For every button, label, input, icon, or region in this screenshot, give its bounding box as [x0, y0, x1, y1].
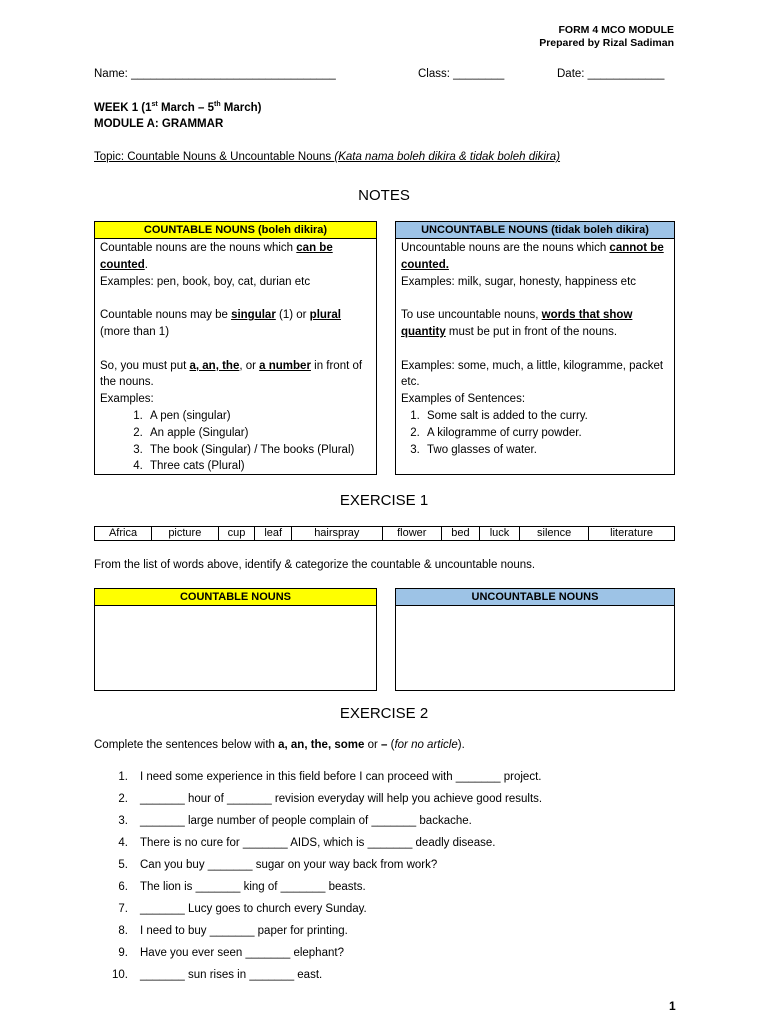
word-cell: bed [442, 527, 480, 541]
name-field[interactable]: Name: ________________________________ [94, 68, 336, 80]
date-field[interactable]: Date: ____________ [557, 68, 665, 80]
exercise2-title: EXERCISE 2 [339, 705, 429, 722]
exercise1-instruction: From the list of words above, identify & categorize the countable & uncountable nouns. [94, 559, 536, 571]
countable-notes-header: COUNTABLE NOUNS (boleh dikira) [95, 222, 376, 239]
countable-answer-header: COUNTABLE NOUNS [95, 589, 376, 606]
sentence-item: 7. _______ Lucy goes to church every Sunday. [118, 903, 367, 915]
word-cell: luck [479, 527, 519, 541]
class-field[interactable]: Class: ________ [418, 68, 505, 80]
topic-line: Topic: Countable Nouns & Uncountable Nouns (Kata nama boleh dikira & tidak boleh dikira) [94, 151, 561, 163]
sentence-item: 8. I need to buy _______ paper for printing. [118, 925, 348, 937]
word-cell: leaf [255, 527, 292, 541]
uncountable-answer-box[interactable] [395, 588, 675, 691]
uncountable-notes-box: UNCOUNTABLE NOUNS (tidak boleh dikira) Uncountable nouns are the nouns which cannot be counted. Examples: milk, sugar, honesty, happiness etc To use uncountable nouns, words that show quantity must be put in front of the nouns. Examples: some, much, a little, kilogramme, packet etc. Examples of Sentences: 1. Some salt is added to the curry. 2. A kilogramme of curry powder. 3. Two glasses of water. [395, 221, 675, 475]
uncountable-answer-header: UNCOUNTABLE NOUNS [396, 589, 674, 606]
uncountable-notes-header: UNCOUNTABLE NOUNS (tidak boleh dikira) [396, 222, 674, 239]
sentence-item: 5. Can you buy _______ sugar on your way back from work? [118, 859, 438, 871]
word-cell: cup [218, 527, 255, 541]
sentence-item: 10. _______ sun rises in _______ east. [112, 969, 323, 981]
word-cell: flower [382, 527, 441, 541]
exercise2-instruction: Complete the sentences below with a, an, the, some or – (for no article). [94, 739, 465, 751]
sentence-item: 1. I need some experience in this field before I can proceed with _______ project. [118, 771, 542, 783]
word-cell: literature [589, 527, 675, 541]
list-item: 2. A kilogramme of curry powder. [423, 425, 669, 442]
document-header [539, 24, 674, 50]
module-heading: MODULE A: GRAMMAR [94, 118, 224, 130]
notes-title: NOTES [358, 187, 410, 204]
sentence-item: 3. _______ large number of people complain of _______ backache. [118, 815, 472, 827]
word-cell: silence [520, 527, 589, 541]
exercise1-title: EXERCISE 1 [339, 492, 429, 509]
word-list-table [94, 526, 675, 541]
word-cell: Africa [95, 527, 152, 541]
word-cell: picture [152, 527, 219, 541]
author-line: Prepared by Rizal Sadiman [539, 37, 674, 49]
list-item: 2. An apple (Singular) [146, 425, 371, 442]
exercise2-sentence-list [112, 770, 542, 990]
sentence-item: 9. Have you ever seen _______ elephant? [118, 947, 344, 959]
sentence-item: 4. There is no cure for _______ AIDS, which is _______ deadly disease. [118, 837, 496, 849]
list-item: 3. The book (Singular) / The books (Plural) [146, 442, 371, 459]
countable-answer-box[interactable] [94, 588, 377, 691]
list-item: 4. Three cats (Plural) [146, 458, 371, 475]
list-item: 3. Two glasses of water. [423, 442, 669, 459]
list-item: 1. Some salt is added to the curry. [423, 408, 669, 425]
sentence-item: 6. The lion is _______ king of _______ beasts. [118, 881, 366, 893]
week-heading: WEEK 1 (1st March – 5th March) [94, 101, 262, 114]
sentence-item: 2. _______ hour of _______ revision everyday will help you achieve good results. [118, 793, 543, 805]
module-title: FORM 4 MCO MODULE [558, 24, 674, 36]
list-item: 1. A pen (singular) [146, 408, 371, 425]
countable-notes-box: COUNTABLE NOUNS (boleh dikira) Countable nouns are the nouns which can be counted. Examples: pen, book, boy, cat, durian etc Countable nouns may be singular (1) or plural (more than 1) So, you must put a, an, the, or a number in front of the nouns. Examples: 1. A pen (singular) 2. An apple (Singular) 3. The book (Singular) / The books (Plural) 4. Three cats (Plural) [94, 221, 377, 475]
word-cell: hairspray [292, 527, 383, 541]
page-number: 1 [669, 999, 676, 1013]
